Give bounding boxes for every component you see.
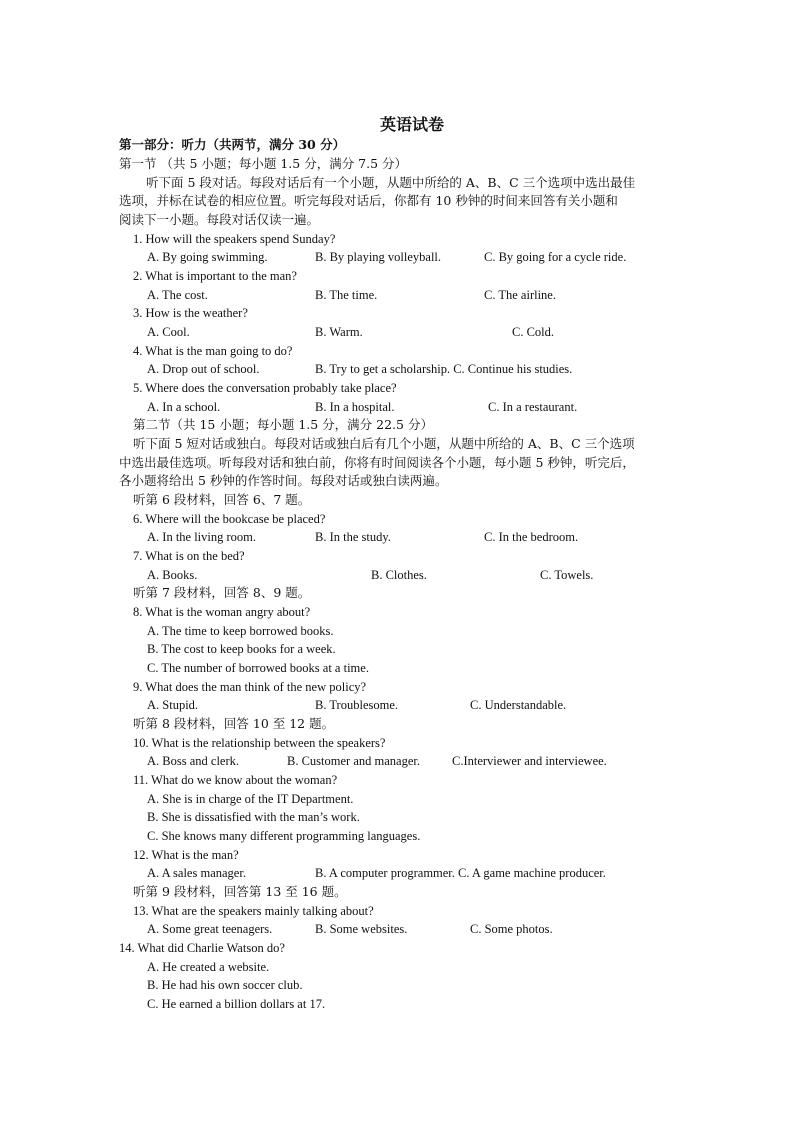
- question-text: 4. What is the man going to do?: [133, 344, 293, 358]
- option-b: B. Try to get a scholarship. C. Continue his studies.: [315, 362, 573, 376]
- material-label: 听第 6 段材料，回答 6、7 题。: [133, 492, 311, 507]
- section2-instruction-line: 中选出最佳选项。听每段对话和独白前，你将有时间阅读各个小题，每小题 5 秒钟，听完后，: [119, 455, 635, 470]
- question-text: 14. What did Charlie Watson do?: [119, 941, 285, 955]
- option-b: B. Clothes.: [371, 568, 427, 582]
- question-text: 2. What is important to the man?: [133, 269, 297, 283]
- option-b: B. The cost to keep books for a week.: [147, 642, 336, 656]
- option-b: B. Customer and manager.: [287, 754, 420, 768]
- section2-instruction-line: 听下面 5 短对话或独白。每段对话或独白后有几个小题，从题中所给的 A、B、C 三个选项: [133, 436, 635, 451]
- section1-instruction-line: 选项，并标在试卷的相应位置。听完每段对话后，你都有 10 秒钟的时间来回答有关小题和: [119, 193, 618, 208]
- option-b: B. In the study.: [315, 530, 391, 544]
- option-c: C. She knows many different programming languages.: [147, 829, 421, 843]
- option-c: C.Interviewer and interviewee.: [452, 754, 607, 768]
- option-b: B. Troublesome.: [315, 698, 399, 712]
- option-a: A. Drop out of school.: [147, 362, 260, 376]
- question-text: 3. How is the weather?: [133, 306, 248, 320]
- section1-instruction-line: 听下面 5 段对话。每段对话后有一个小题，从题中所给的 A、B、C 三个选项中选出最佳: [146, 175, 636, 190]
- option-b: B. A computer programmer. C. A game machine producer.: [315, 866, 606, 880]
- option-a: A. In the living room.: [147, 530, 257, 544]
- material-label: 听第 7 段材料，回答 8、9 题。: [133, 585, 311, 600]
- question-text: 9. What does the man think of the new policy?: [133, 680, 367, 694]
- question-text: 13. What are the speakers mainly talking about?: [133, 904, 374, 918]
- option-c: C. Towels.: [540, 568, 594, 582]
- question-text: 6. Where will the bookcase be placed?: [133, 512, 326, 526]
- option-a: A. Some great teenagers.: [147, 922, 273, 936]
- question-text: 10. What is the relationship between the speakers?: [133, 736, 386, 750]
- option-c: C. In a restaurant.: [488, 400, 578, 414]
- material-label: 听第 8 段材料，回答 10 至 12 题。: [133, 716, 335, 731]
- option-a: A. Books.: [147, 568, 198, 582]
- page-title: 英语试卷: [380, 115, 445, 134]
- option-b: B. Some websites.: [315, 922, 408, 936]
- option-c: C. In the bedroom.: [484, 530, 579, 544]
- option-a: A. She is in charge of the IT Department.: [147, 792, 354, 806]
- option-c: C. The number of borrowed books at a time.: [147, 661, 369, 675]
- option-c: C. Some photos.: [470, 922, 553, 936]
- option-a: A. He created a website.: [147, 960, 270, 974]
- option-b: B. Warm.: [315, 325, 363, 339]
- option-a: A. The time to keep borrowed books.: [147, 624, 334, 638]
- option-c: C. He earned a billion dollars at 17.: [147, 997, 326, 1011]
- option-a: A. A sales manager.: [147, 866, 246, 880]
- option-b: B. The time.: [315, 288, 378, 302]
- option-a: A. The cost.: [147, 288, 208, 302]
- question-text: 7. What is on the bed?: [133, 549, 245, 563]
- section2-heading: 第二节（共 15 小题；每小题 1.5 分，满分 22.5 分）: [133, 417, 433, 432]
- section1-instruction-line: 阅读下一小题。每段对话仅读一遍。: [119, 212, 320, 227]
- question-text: 12. What is the man?: [133, 848, 239, 862]
- option-a: A. Cool.: [147, 325, 190, 339]
- option-b: B. In a hospital.: [315, 400, 395, 414]
- section2-instruction-line: 各小题将给出 5 秒钟的作答时间。每段对话或独白读两遍。: [119, 473, 448, 488]
- question-text: 8. What is the woman angry about?: [133, 605, 311, 619]
- option-c: C. By going for a cycle ride.: [484, 250, 627, 264]
- option-c: C. Cold.: [512, 325, 555, 339]
- option-a: A. Boss and clerk.: [147, 754, 239, 768]
- option-c: C. The airline.: [484, 288, 556, 302]
- option-c: C. Understandable.: [470, 698, 567, 712]
- material-label: 听第 9 段材料，回答第 13 至 16 题。: [133, 884, 347, 899]
- option-b: B. He had his own soccer club.: [147, 978, 303, 992]
- section1-heading: 第一节 （共 5 小题；每小题 1.5 分，满分 7.5 分）: [119, 156, 408, 171]
- question-text: 1. How will the speakers spend Sunday?: [133, 232, 336, 246]
- option-b: B. She is dissatisfied with the man’s work.: [147, 810, 360, 824]
- option-a: A. Stupid.: [147, 698, 199, 712]
- option-a: A. By going swimming.: [147, 250, 268, 264]
- option-b: B. By playing volleyball.: [315, 250, 442, 264]
- question-text: 5. Where does the conversation probably take place?: [133, 381, 397, 395]
- question-text: 11. What do we know about the woman?: [133, 773, 338, 787]
- option-a: A. In a school.: [147, 400, 221, 414]
- part1-heading: 第一部分：听力（共两节，满分 30 分）: [119, 137, 346, 152]
